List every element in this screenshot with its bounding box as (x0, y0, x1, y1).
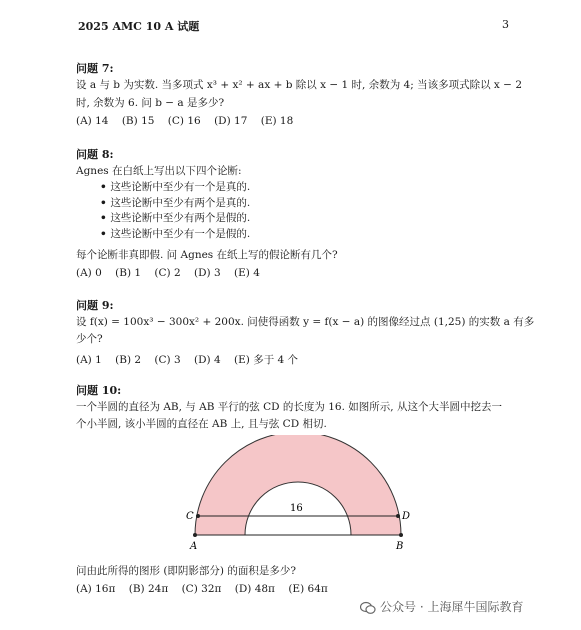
q10-question: 问由此所得的图形 (即阴影部分) 的面积是多少? (76, 565, 296, 577)
q7-choice-c: (C) 16 (167, 115, 201, 127)
q10-choices (76, 583, 338, 595)
watermark (360, 598, 523, 615)
q7-line1: 设 a 与 b 为实数. 当多项式 x³ + x² + ax + b 除以 x − 1 时, 余数为 4; 当该多项式除以 x − 2 (76, 79, 522, 91)
point-a (193, 533, 197, 537)
q8-choice-d: (D) 3 (194, 267, 221, 279)
q7-choice-e: (E) 18 (260, 115, 294, 127)
q10-title: 问题 10: (76, 384, 122, 397)
q7-choice-b: (B) 15 (121, 115, 155, 127)
q8-bullet: • 这些论断中至少有两个是真的. (100, 196, 250, 212)
q10-choice-c: (C) 32π (181, 583, 222, 595)
q8-question: 每个论断非真即假. 问 Agnes 在纸上写的假论断有几个? (76, 249, 338, 261)
q8-choice-e: (E) 4 (234, 267, 260, 279)
q9-choice-d: (D) 4 (194, 354, 221, 366)
q8-bullet: • 这些论断中至少有两个是假的. (100, 211, 250, 227)
q9-choice-e: (E) 多于 4 个 (234, 354, 299, 366)
q8-choices (76, 267, 270, 279)
q9-line2: 少个? (76, 333, 103, 345)
q9-title: 问题 9: (76, 299, 114, 312)
q9-choices (76, 352, 308, 367)
point-b (399, 533, 403, 537)
q7-title: 问题 7: (76, 62, 114, 75)
chord-length-label: 16 (290, 503, 303, 514)
q9-choice-a: (A) 1 (76, 354, 102, 366)
page-number: 3 (502, 18, 509, 31)
q8-intro: Agnes 在白纸上写出以下四个论断: (76, 165, 242, 177)
label-b: B (396, 541, 404, 552)
q8-title: 问题 8: (76, 148, 114, 161)
label-d: D (402, 511, 411, 522)
q9-choice-c: (C) 3 (154, 354, 181, 366)
q8-choice-b: (B) 1 (115, 267, 142, 279)
q8-choice-a: (A) 0 (76, 267, 102, 279)
wechat-icon (360, 601, 376, 615)
q7-line2: 时, 余数为 6. 问 b − a 是多少? (76, 97, 225, 109)
label-c: C (186, 511, 194, 522)
shaded-region (195, 435, 401, 535)
q10-line1: 一个半圆的直径为 AB, 与 AB 平行的弦 CD 的长度为 16. 如图所示, 从这个大半圆中挖去一 (76, 401, 502, 413)
q10-choice-a: (A) 16π (76, 583, 116, 595)
point-c (196, 514, 200, 518)
point-d (396, 514, 400, 518)
page-header-title: 2025 AMC 10 A 试题 (78, 20, 200, 33)
q8-bullet: • 这些论断中至少有一个是假的. (100, 227, 250, 243)
q10-choice-b: (B) 24π (128, 583, 169, 595)
q8-choice-c: (C) 2 (154, 267, 181, 279)
label-a: A (190, 541, 198, 552)
q10-choice-d: (D) 48π (234, 583, 275, 595)
semicircle-figure (170, 435, 420, 557)
q8-bullet: • 这些论断中至少有一个是真的. (100, 180, 250, 196)
q7-choice-d: (D) 17 (214, 115, 248, 127)
watermark-text: 公众号 · 上海犀牛国际教育 (380, 600, 524, 614)
q9-line1: 设 f(x) = 100x³ − 300x² + 200x. 问使得函数 y = f(x − a) 的图像经过点 (1,25) 的实数 a 有多 (76, 316, 535, 328)
q7-choice-a: (A) 14 (76, 115, 109, 127)
q10-line2: 个小半圆, 该小半圆的直径在 AB 上, 且与弦 CD 相切. (76, 418, 327, 430)
q7-choices (76, 115, 303, 127)
q10-choice-e: (E) 64π (288, 583, 328, 595)
q9-choice-b: (B) 2 (115, 354, 142, 366)
q8-bullet-list (100, 180, 250, 242)
